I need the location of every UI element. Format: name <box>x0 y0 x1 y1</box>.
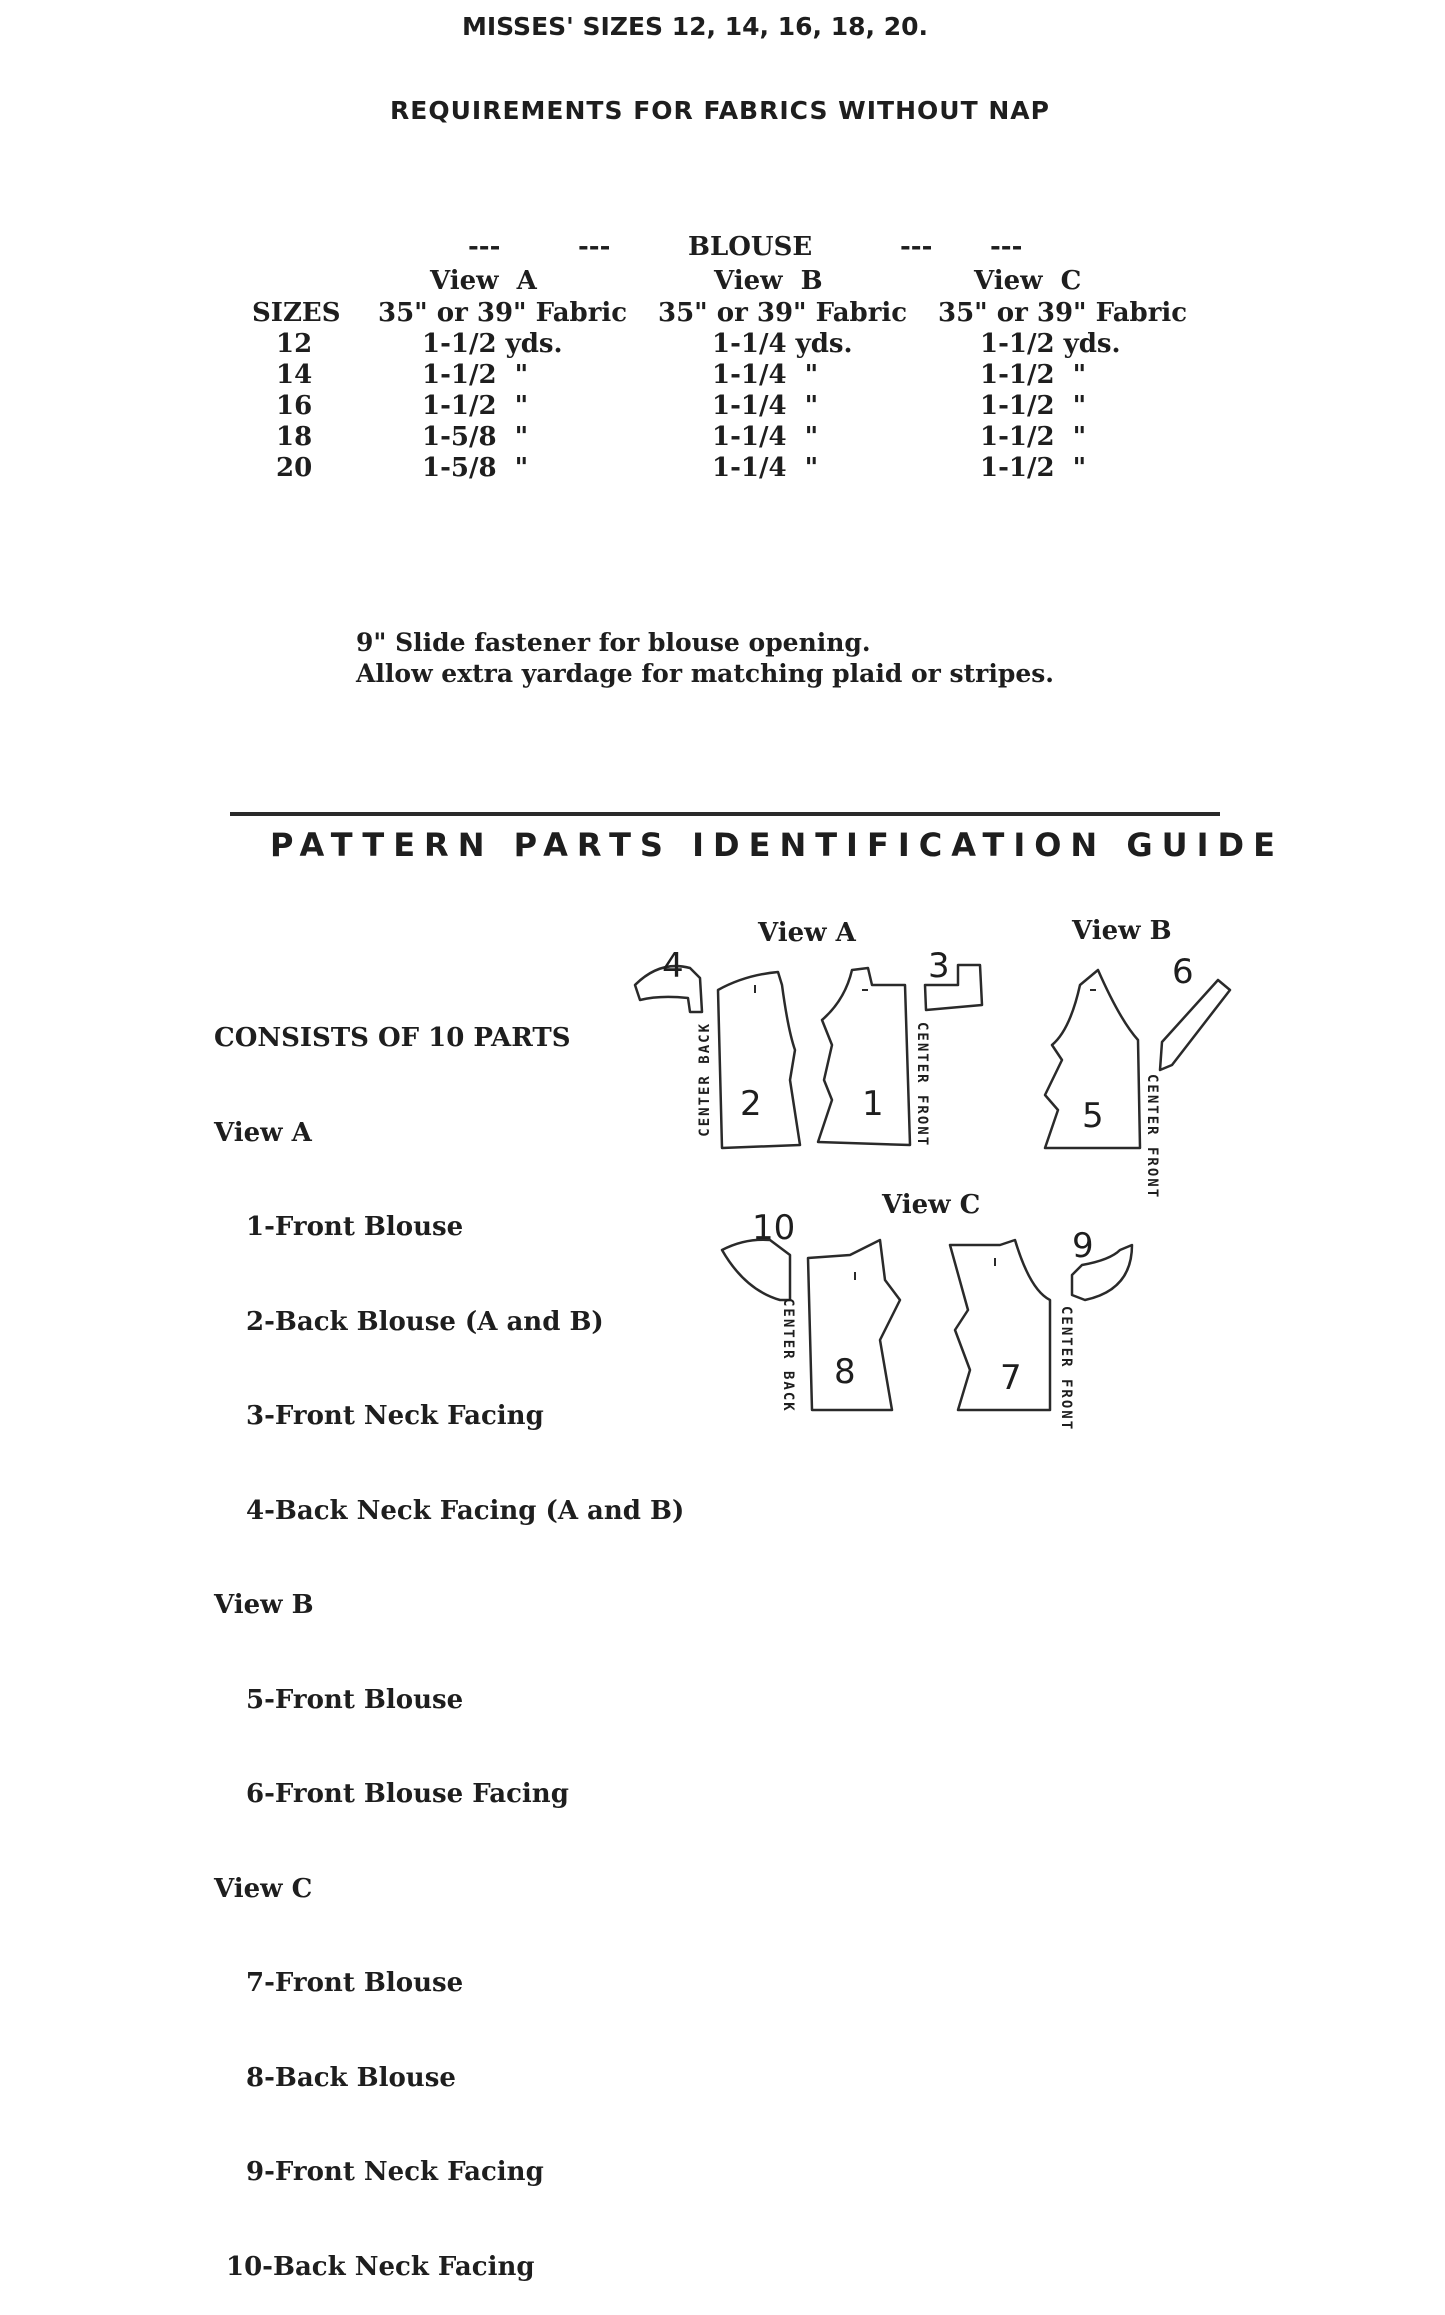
table-view-header: View B <box>714 266 823 296</box>
parts-count: CONSISTS OF 10 PARTS <box>214 1023 571 1053</box>
table-cell: 1-1/4 " <box>712 360 819 390</box>
list-item: 3-Front Neck Facing <box>246 1401 544 1431</box>
table-fabric-header: 35" or 39" Fabric <box>378 298 628 328</box>
sizes-heading: MISSES' SIZES 12, 14, 16, 18, 20. <box>462 12 928 41</box>
requirements-heading: REQUIREMENTS FOR FABRICS WITHOUT NAP <box>390 96 1050 125</box>
table-view-header: View C <box>974 266 1082 296</box>
table-cell: 1-5/8 " <box>422 422 529 452</box>
list-item: 10-Back Neck Facing <box>226 2251 535 2282</box>
table-dash: --- <box>900 232 933 262</box>
list-item: 7-Front Blouse <box>246 1968 464 1998</box>
center-back-label: CENTER BACK <box>697 1022 713 1137</box>
table-cell: 1-1/4 yds. <box>712 329 853 359</box>
list-item: 8-Back Blouse <box>246 2062 456 2093</box>
table-cell: 1-1/2 " <box>422 391 529 421</box>
table-cell-size: 12 <box>276 329 313 359</box>
center-front-label: CENTER FRONT <box>1058 1306 1074 1432</box>
table-cell-size: 14 <box>276 360 313 390</box>
table-cell: 1-1/2 " <box>980 391 1087 421</box>
diagram-view-b-label: View B <box>1072 916 1172 946</box>
table-cell: 1-1/4 " <box>712 391 819 421</box>
diagram-view-c-label: View C <box>882 1190 981 1220</box>
table-dash: --- <box>990 232 1023 262</box>
table-cell: 1-1/4 " <box>712 422 819 452</box>
table-cell: 1-1/2 yds. <box>980 329 1121 359</box>
note-fastener: 9" Slide fastener for blouse opening. <box>356 628 871 657</box>
table-dash: --- <box>468 232 501 262</box>
piece-6-shape <box>1160 980 1230 1070</box>
piece-number-10: 10 <box>752 1208 796 1248</box>
table-cell: 1-5/8 " <box>422 453 529 483</box>
piece-number-5: 5 <box>1082 1096 1104 1136</box>
list-item: 2-Back Blouse (A and B) <box>246 1306 604 1337</box>
piece-10-shape <box>722 1240 790 1300</box>
table-fabric-header: 35" or 39" Fabric <box>938 298 1188 328</box>
list-item: 9-Front Neck Facing <box>246 2157 544 2187</box>
table-cell: 1-1/2 yds. <box>422 329 563 359</box>
list-item: 1-Front Blouse <box>246 1212 464 1242</box>
list-item: 6-Front Blouse Facing <box>246 1779 569 1809</box>
table-cell: 1-1/2 " <box>422 360 529 390</box>
table-cell: 1-1/4 " <box>712 453 819 483</box>
parts-view-b-heading: View B <box>214 1590 314 1620</box>
center-back-label: CENTER BACK <box>780 1298 796 1413</box>
table-view-header: View A <box>430 266 537 296</box>
table-cell-size: 16 <box>276 391 313 421</box>
table-cell: 1-1/2 " <box>980 360 1087 390</box>
list-item: 5-Front Blouse <box>246 1684 464 1715</box>
guide-title: PATTERN PARTS IDENTIFICATION GUIDE <box>270 826 1284 864</box>
table-fabric-header: 35" or 39" Fabric <box>658 298 908 328</box>
list-item: 4-Back Neck Facing (A and B) <box>246 1495 685 1526</box>
piece-number-8: 8 <box>834 1352 856 1392</box>
table-group-title: BLOUSE <box>688 232 813 262</box>
table-cell-size: 20 <box>276 453 313 483</box>
table-cell: 1-1/2 " <box>980 422 1087 452</box>
piece-number-2: 2 <box>740 1084 762 1124</box>
table-dash: --- <box>578 232 611 262</box>
parts-view-a-heading: View A <box>214 1117 312 1148</box>
piece-number-1: 1 <box>862 1084 884 1124</box>
table-sizes-header: SIZES <box>252 298 341 328</box>
center-front-label: CENTER FRONT <box>914 1022 930 1148</box>
diagram-view-a-label: View A <box>758 918 856 948</box>
note-plaid: Allow extra yardage for matching plaid or stripes. <box>356 659 1055 688</box>
table-cell-size: 18 <box>276 422 313 452</box>
piece-number-6: 6 <box>1172 952 1194 992</box>
piece-number-7: 7 <box>1000 1358 1022 1398</box>
table-cell: 1-1/2 " <box>980 453 1087 483</box>
center-front-label: CENTER FRONT <box>1144 1074 1160 1200</box>
piece-number-9: 9 <box>1072 1226 1094 1266</box>
piece-number-3: 3 <box>928 946 950 986</box>
piece-number-4: 4 <box>662 946 684 986</box>
parts-view-c-heading: View C <box>214 1873 313 1904</box>
